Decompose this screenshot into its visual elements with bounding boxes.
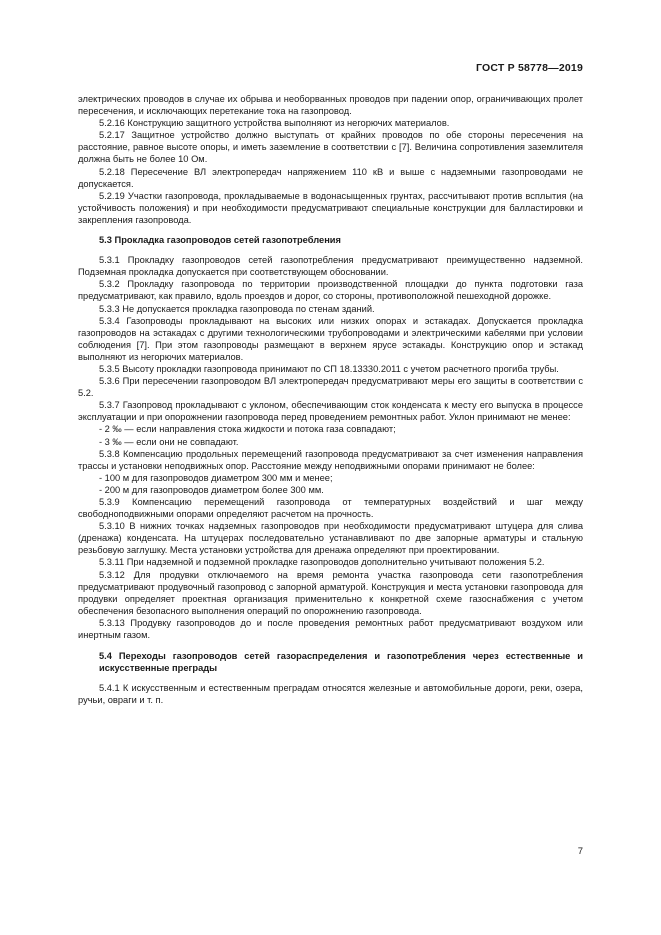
paragraph: 5.3.5 Высоту прокладки газопровода принимают по СП 18.13330.2011 с учетом расчетного прогиба трубы. (99, 363, 559, 374)
list-item: - 2 ‰ — если направления стока жидкости и потока газа совпадают; (99, 424, 396, 435)
paragraph: 5.3.11 При надземной и подземной прокладке газопроводов дополнительно учитывают положения 5.2. (99, 557, 545, 568)
list-item: - 3 ‰ — если они не совпадают. (99, 436, 239, 447)
paragraph: 5.2.17 Защитное устройство должно выступать от крайних проводов по обе стороны пересечения на расстояние, равное высоте опоры, и иметь заземление в соответствии с [7]. Величина сопротивления заземлителя должна быть не более 10 Ом. (78, 130, 583, 165)
document-body (78, 93, 583, 707)
paragraph: 5.3.4 Газопроводы прокладывают на высоких или низких опорах и эстакадах. Допускается прокладка газопроводов на эстакадах с другими технологическими трубопроводами и электрическими кабелями при условии соблюдения [7]. При этом газопроводы размещают в верхнем ярусе эстакады. Конструкцию опор и эстакад выполняют из негорючих материалов. (78, 315, 583, 362)
list-item: - 200 м для газопроводов диаметром более 300 мм. (99, 484, 324, 495)
paragraph: 5.4.1 К искусственным и естественным преградам относятся железные и автомобильные дороги, реки, озера, ручьи, овраги и т. п. (78, 683, 583, 706)
paragraph: 5.3.3 Не допускается прокладка газопровода по стенам зданий. (99, 303, 375, 314)
paragraph: 5.3.13 Продувку газопроводов до и после проведения ремонтных работ предусматривают воздухом или инертным газом. (78, 617, 583, 641)
paragraph: электрических проводов в случае их обрыва и необорванных проводов при падении опор, ограничивающих пролет пересечения, и исключающих перетекание тока на газопровод. (78, 94, 583, 117)
paragraph: 5.3.10 В нижних точках надземных газопроводов при необходимости предусматривают штуцера для слива (дренажа) конденсата. На штуцерах последовательно устанавливают по две запорные арматуры и стальную резьбовую заглушку. Места установки устройства для дренажа определяют при проектировании. (78, 521, 583, 556)
paragraph: 5.3.7 Газопровод прокладывают с уклоном, обеспечивающим сток конденсата к месту его выпуска в процессе эксплуатации и при опорожнении газопровода перед проведением ремонтных работ. Уклон принимают не менее: (78, 400, 583, 423)
paragraph: 5.2.18 Пересечение ВЛ электропередач напряжением 110 кВ и выше с надземными газопроводами не допускается. (78, 166, 583, 189)
page-number: 7 (577, 846, 583, 857)
paragraph: 5.3.2 Прокладку газопровода по территории производственной площадки до пункта подготовки газа предусматривают, как правило, вдоль проездов и дорог, со стороны, противоположной пешеходной дорожке. (78, 279, 583, 302)
paragraph: 5.3.6 При пересечении газопроводом ВЛ электропередач предусматривают меры его защиты в соответствии с 5.2. (78, 376, 583, 399)
paragraph: 5.3.1 Прокладку газопроводов сетей газопотребления предусматривают преимущественно надземной. Подземная прокладка допускается при соответствующем обосновании. (78, 255, 583, 278)
paragraph: 5.3.9 Компенсацию перемещений газопровода от температурных воздействий и шаг между свободноподвижными опорами определяют расчетом на прочность. (78, 497, 583, 520)
paragraph: 5.3.12 Для продувки отключаемого на время ремонта участка газопровода сети газопотребления предусматривают продувочный газопровод с запорной арматурой. Конструкция и места установки газопровода для продувки определяет проектная организация применительно к конкретной схеме газоснабжения с учетом обеспечения безопасного выполнения операций по опорожнению газопровода. (78, 569, 583, 616)
section-heading: 5.3 Прокладка газопроводов сетей газопотребления (99, 235, 341, 246)
section-heading: 5.4 Переходы газопроводов сетей газораспределения и газопотребления через естественные и искусственные преграды (99, 651, 583, 674)
document-code: ГОСТ Р 58778—2019 (475, 62, 583, 74)
paragraph: 5.3.8 Компенсацию продольных перемещений газопровода предусматривают за счет изменения направления трассы и установки неподвижных опор. Расстояние между неподвижными опорами принимают не более: (78, 448, 583, 471)
list-item: - 100 м для газопроводов диаметром 300 мм и менее; (99, 472, 333, 483)
paragraph: 5.2.19 Участки газопровода, прокладываемые в водонасыщенных грунтах, рассчитывают против всплытия (на устойчивость положения) и при необходимости предусматривают специальные конструкции для балластировки и закрепления газопровода. (78, 190, 583, 225)
paragraph: 5.2.16 Конструкцию защитного устройства выполняют из негорючих материалов. (99, 118, 450, 129)
